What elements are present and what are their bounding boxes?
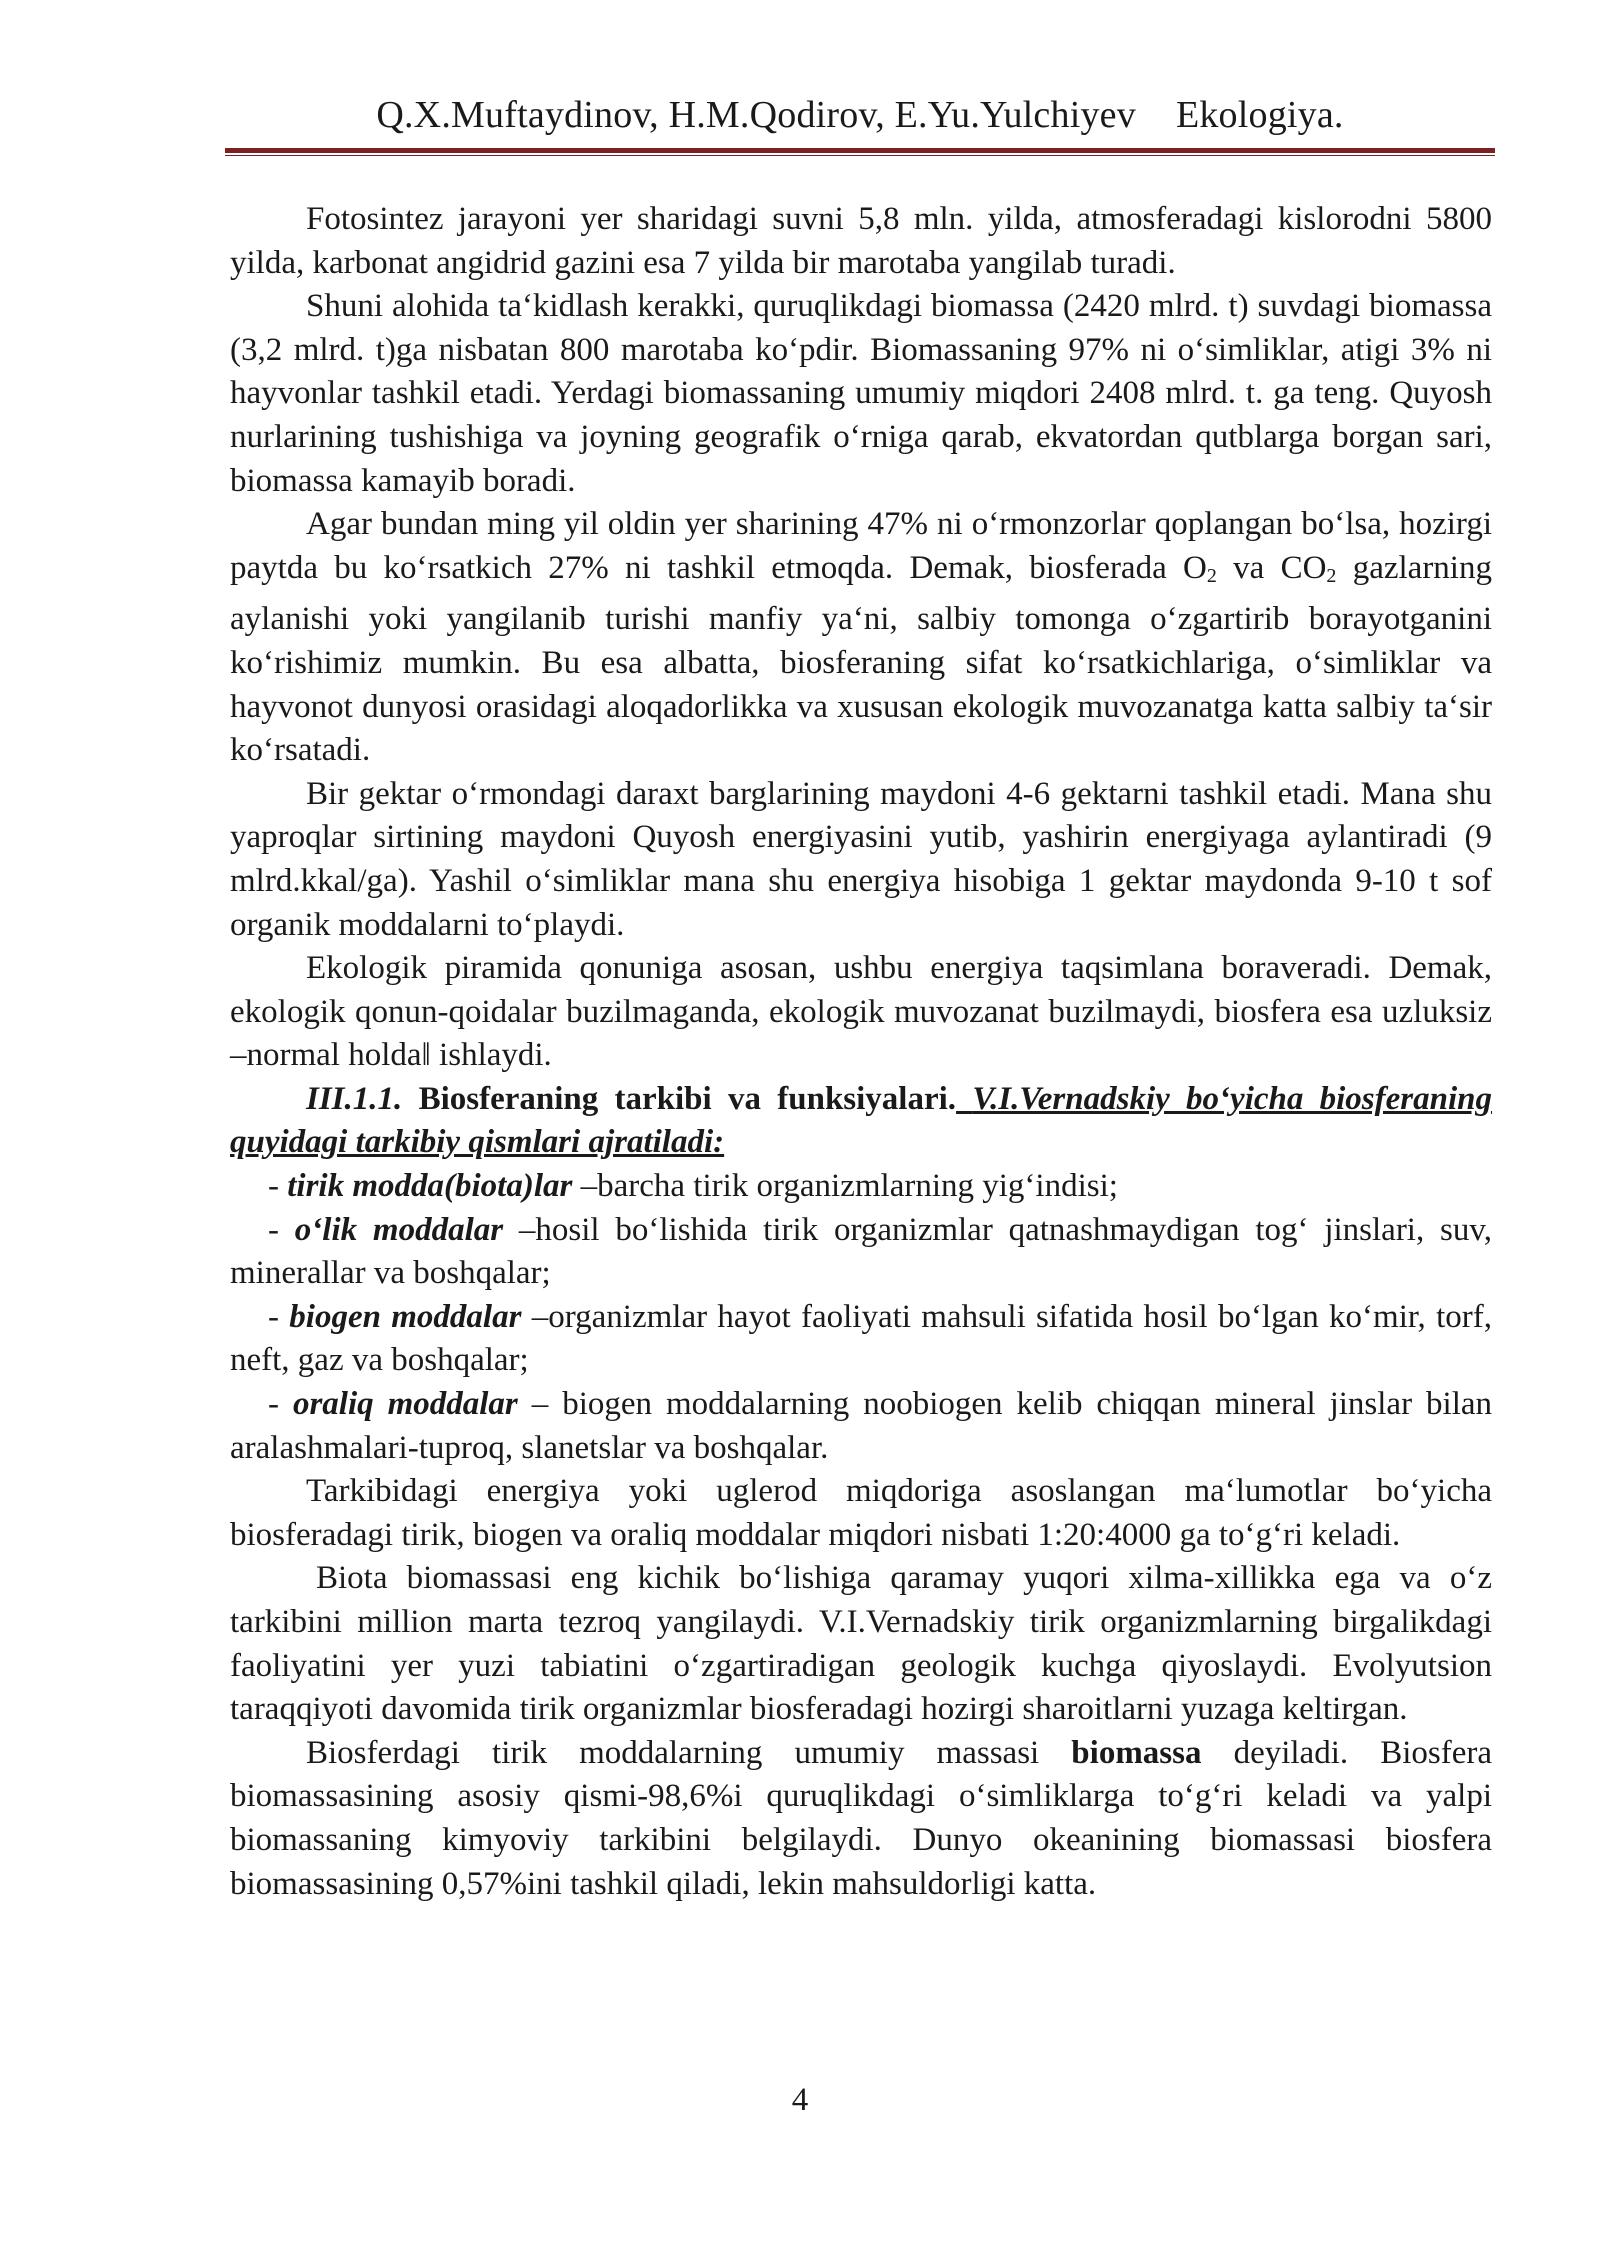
header-authors: Q.X.Muftaydinov, H.M.Qodirov, E.Yu.Yulchiyev: [376, 94, 1136, 136]
paragraph: Bir gektar o‘rmondagi daraxt barglarining maydoni 4-6 gektarni tashkil etadi. Mana shu yaproqlar sirtining maydoni Quyosh energiyasini yutib, yashirin energiyaga aylantiradi (9 mlrd.kkal/ga). Yashil o‘simliklar mana shu energiya hisobiga 1 gektar maydonda 9-10 t sof organik moddalarni to‘playdi.: [230, 775, 1492, 943]
list-item: [230, 1209, 1492, 1296]
list-term: oraliq moddalar: [292, 1386, 518, 1423]
list-dash: -: [268, 1168, 288, 1205]
body-text: [230, 198, 1492, 1906]
running-header: [225, 92, 1495, 138]
text-run: [956, 1081, 972, 1117]
paragraph: Shuni alohida ta‘kidlash kerakki, quruqlikdagi biomassa (2420 mlrd. t) suvdagi biomassa (3,2 mlrd. t)ga nisbatan 800 marotaba ko‘pdir. Biomassaning 97% ni o‘simliklar, atigi 3% ni hayvonlar tashkil etadi. Yerdagi biomassaning umumiy miqdori 2408 mlrd. t. ga teng. Quyosh nurlarining tushishiga va joyning geografik o‘rniga qarab, ekvatordan qutblarga borgan sari, biomassa kamayib boradi.: [230, 288, 1492, 499]
subscript: 2: [1206, 564, 1217, 587]
section-title: Biosferaning tarkibi va funksiyalari.: [418, 1080, 957, 1117]
list-text: – biogen moddalarning noobiogen kelib chiqqan mineral jinslar bilan aralashmalari-tuproq, slanetslar va boshqalar.: [230, 1386, 1493, 1466]
paragraph: [230, 503, 1492, 773]
header-title: Ekologiya.: [1175, 94, 1344, 136]
text-run: gazlarning aylanishi yoki yangilanib turishi manfiy ya‘ni, salbiy tomonga o‘zgartirib borayotganini ko‘rishimiz mumkin. Bu esa albatta, biosferaning sifat ko‘rsatkichlariga, o‘simliklar va hayvonot dunyosi orasidagi aloqadorlikka va xususan ekologik muvozanatga katta salbiy ta‘sir ko‘rsatadi.: [230, 549, 1492, 769]
text-run: deyiladi. Biosfera biomassasining asosiy qismi-98,6%i quruqlikdagi o‘simliklarga to‘g‘ri keladi va yalpi biomassaning kimyoviy tarkibini belgilaydi. Dunyo okeanining biomassasi biosfera biomassasining 0,57%ini tashkil qiladi, lekin mahsuldorligi katta.: [230, 1734, 1492, 1902]
section-heading: [230, 1078, 1492, 1165]
section-subtitle: V.I.Vernadskiy bo‘yicha biosferaning quyidagi tarkibiy qismlari ajratiladi:: [230, 1080, 1493, 1161]
header-rule-thin: [225, 155, 1495, 156]
paragraph: Ekologik piramida qonuniga asosan, ushbu energiya taqsimlana boraveradi. Demak, ekologik qonun-qoidalar buzilmaganda, ekologik muvozanat buzilmaydi, biosfera esa uzluksiz –normal holda‖ ishlaydi.: [230, 950, 1492, 1074]
list-text: –barcha tirik organizmlarning yig‘indisi;: [572, 1168, 1118, 1205]
text-run: Agar bundan ming yil oldin yer sharining 47% ni o‘rmonzorlar qoplangan bo‘lsa, hozirgi paytda bu ko‘rsatkich 27% ni tashkil etmoqda. Demak, biosferada O: [230, 506, 1492, 586]
paragraph: Biota biomassasi eng kichik bo‘lishiga qaramay yuqori xilma-xillikka ega va o‘z tarkibini million marta tezroq yangilaydi. V.I.Vernadskiy tirik organizmlarning birgalikdagi faoliyatini yer yuzi tabiatini o‘zgartiradigan geologik kuchga qiyoslaydi. Evolyutsion taraqqiyoti davomida tirik organizmlar biosferadagi hozirgi sharoitlarni yuzaga keltirgan.: [230, 1560, 1492, 1728]
text-run: Biosferdagi tirik moddalarning umumiy massasi: [306, 1734, 1072, 1771]
page-number: 4: [791, 2082, 809, 2118]
paragraph: Tarkibidagi energiya yoki uglerod miqdoriga asoslangan ma‘lumotlar bo‘yicha biosferadagi tirik, biogen va oraliq moddalar miqdori nisbati 1:20:4000 ga to‘g‘ri keladi.: [230, 1473, 1492, 1553]
list-item: [230, 1383, 1492, 1470]
list-text: –hosil bo‘lishida tirik organizmlar qatnashmaydigan tog‘ jinslari, suv, minerallar va boshqalar;: [230, 1211, 1492, 1292]
list-dash: -: [268, 1298, 290, 1335]
list-item: [230, 1165, 1492, 1209]
list-item: [230, 1296, 1492, 1383]
paragraph: Fotosintez jarayoni yer sharidagi suvni 5,8 mln. yilda, atmosferadagi kislorodni 5800 yilda, karbonat angidrid gazini esa 7 yilda bir marotaba yangilab turadi.: [230, 201, 1492, 281]
paragraph: [230, 1732, 1492, 1906]
list-term: o‘lik moddalar: [294, 1211, 504, 1248]
list-term: tirik modda(biota)lar: [287, 1168, 573, 1205]
subscript: 2: [1326, 564, 1337, 587]
text-run: va CO: [1216, 549, 1327, 586]
bold-term: biomassa: [1071, 1734, 1202, 1771]
header-rule: [225, 148, 1495, 153]
list-dash: -: [268, 1386, 293, 1423]
section-number: III.1.1.: [306, 1080, 403, 1117]
list-text: –organizmlar hayot faoliyati mahsuli sifatida hosil bo‘lgan ko‘mir, torf, neft, gaz va boshqalar;: [230, 1298, 1492, 1379]
list-term: biogen moddalar: [289, 1298, 522, 1335]
list-dash: -: [268, 1211, 295, 1248]
